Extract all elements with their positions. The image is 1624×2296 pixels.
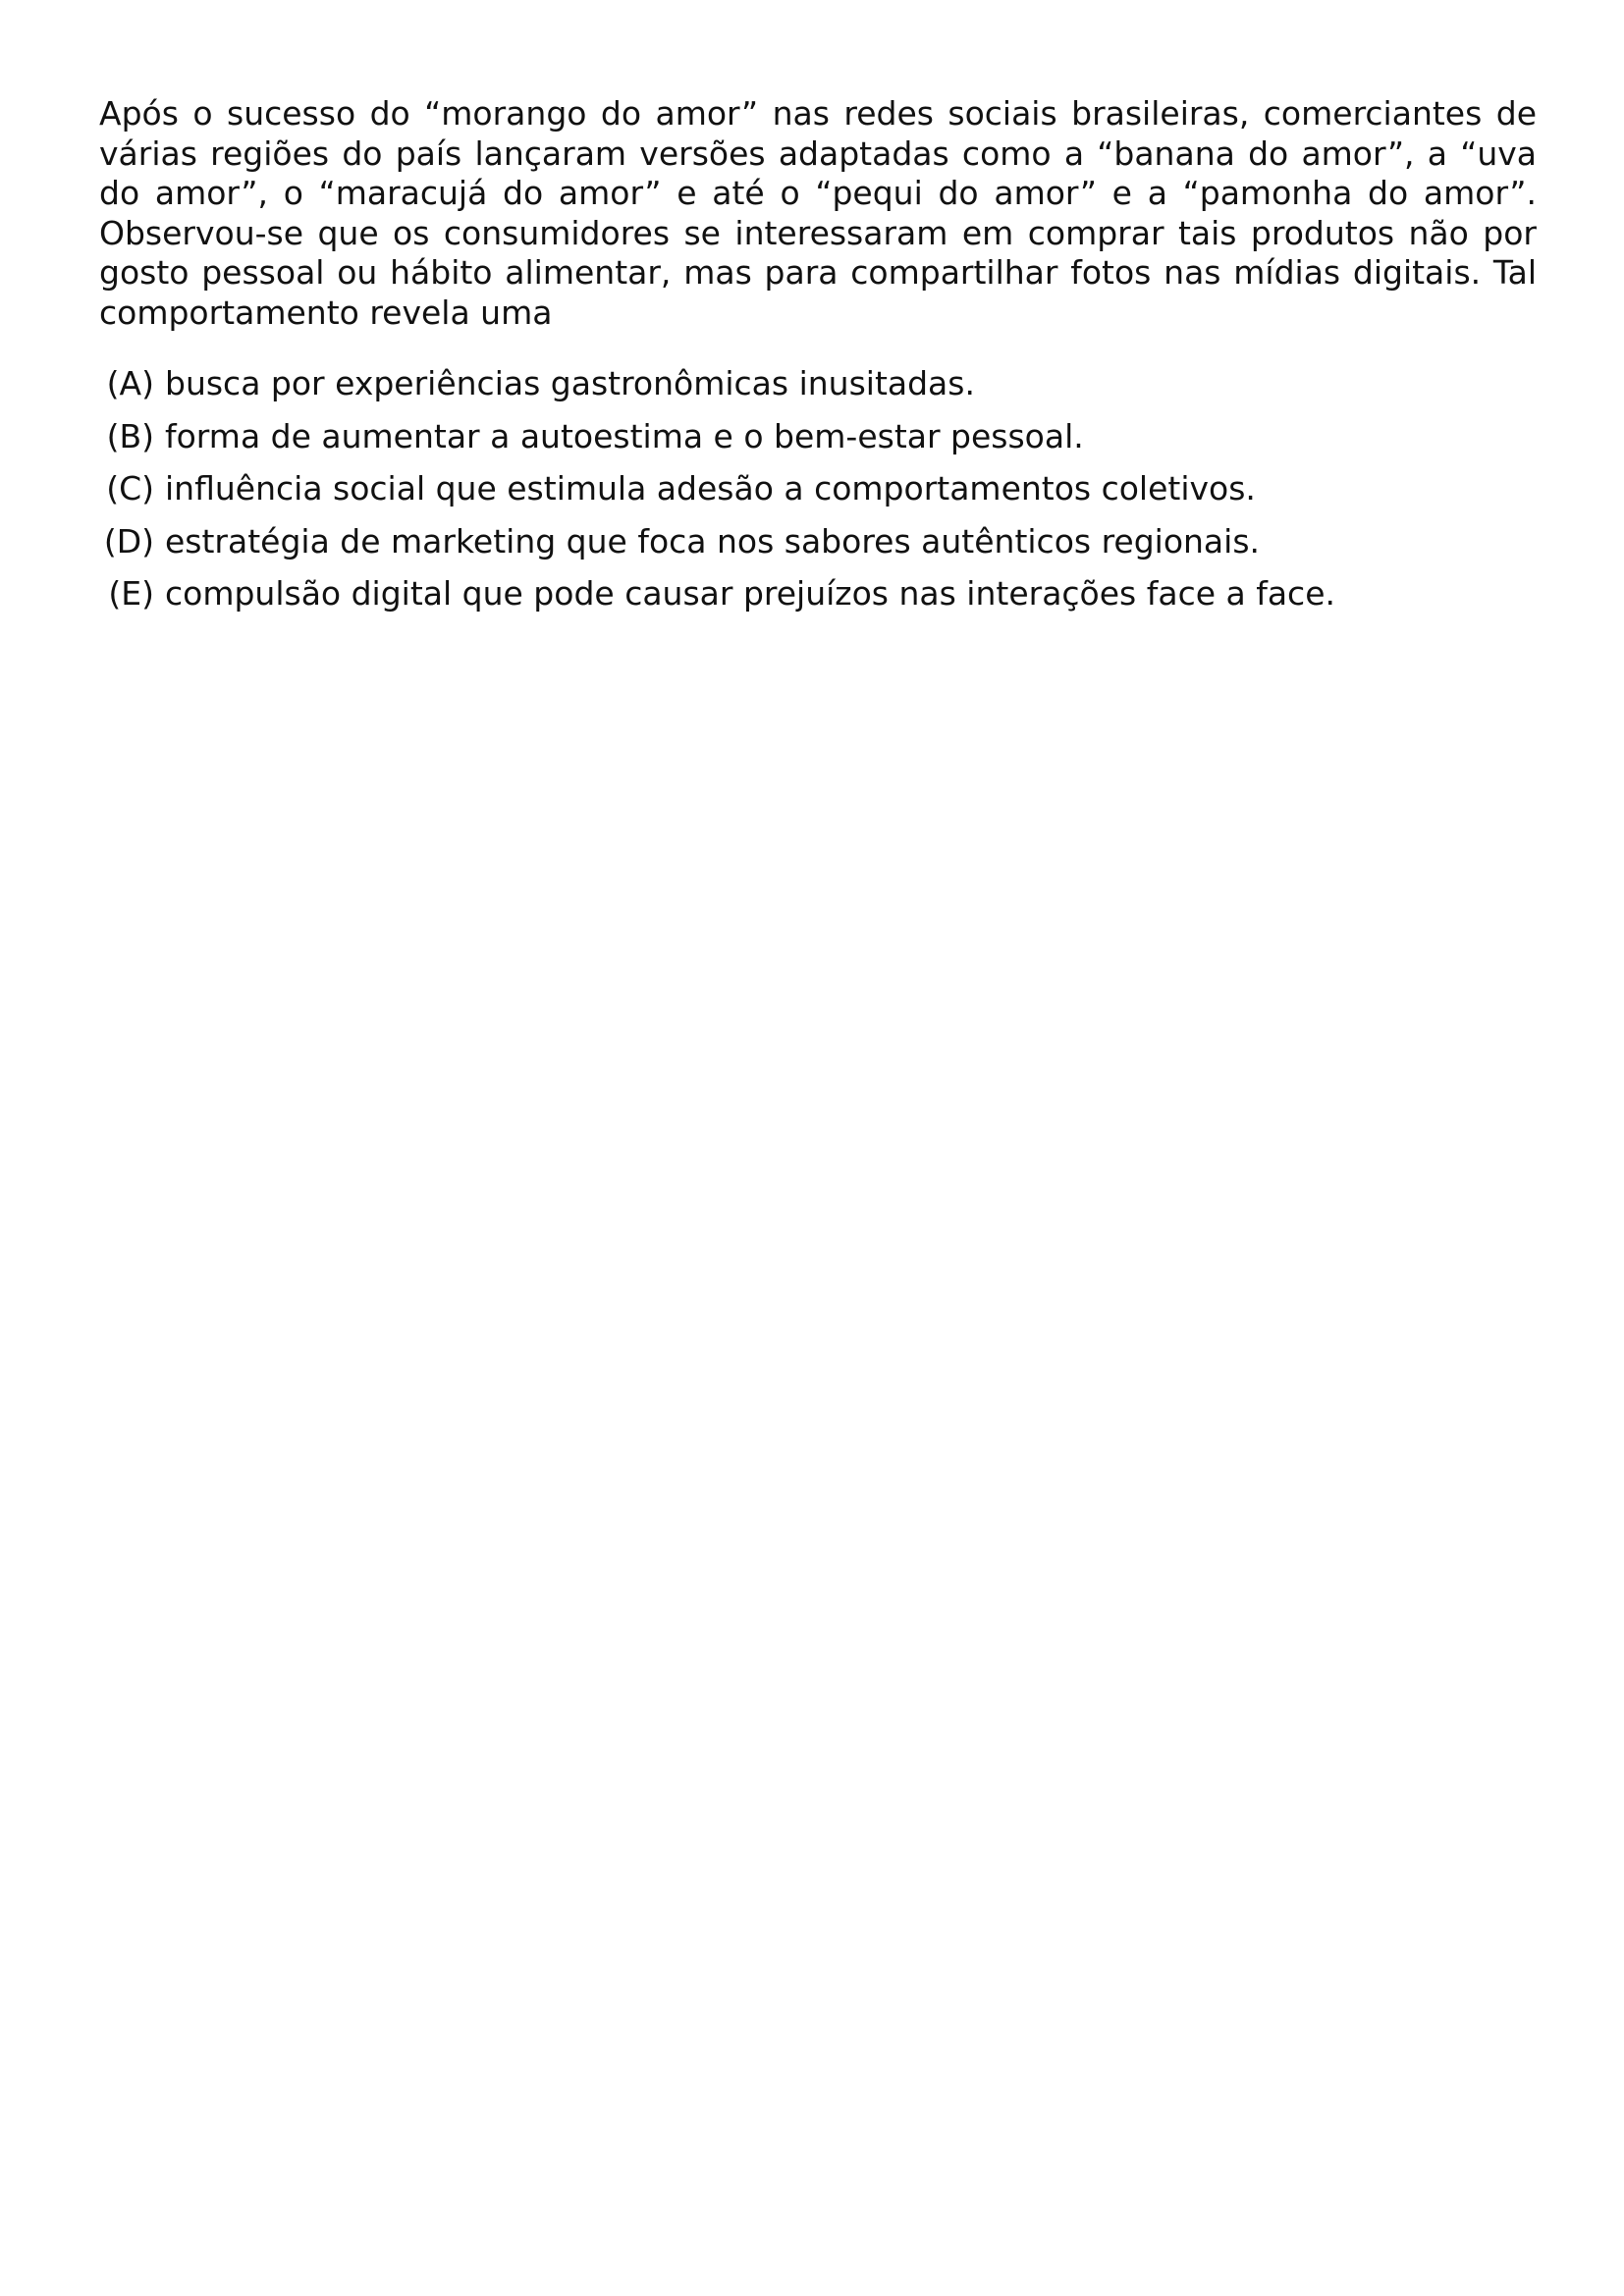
option-b [99, 417, 1537, 456]
option-letter: (B) [106, 416, 154, 455]
option-c [99, 469, 1537, 508]
option-text: compulsão digital que pode causar prejuízos nas interações face a face. [165, 574, 1335, 613]
option-text: estratégia de marketing que foca nos sabores autênticos regionais. [165, 521, 1261, 561]
option-letter: (C) [106, 469, 154, 507]
option-text: forma de aumentar a autoestima e o bem-estar pessoal. [165, 416, 1084, 455]
question-stem: Após o sucesso do “morango do amor” nas redes sociais brasileiras, comerciantes de várias regiões do país lançaram versões adaptadas como a “banana do amor”, a “uva do amor”, o “maracujá do amor” e até o “pequi do amor” e a “pamonha do amor”. Observou-se que os consumidores se interessaram em comprar tais produtos não por gosto pessoal ou hábito alimentar, mas para compartilhar fotos nas mídias digitais. Tal comportamento revela uma [99, 94, 1537, 332]
option-a [99, 364, 1537, 403]
option-d [99, 522, 1537, 561]
option-letter: (A) [106, 364, 154, 402]
question-block [99, 94, 1537, 627]
option-text: influência social que estimula adesão a comportamentos coletivos. [165, 469, 1256, 507]
option-text: busca por experiências gastronômicas inusitadas. [165, 364, 975, 402]
answer-options [99, 364, 1537, 614]
option-letter: (D) [103, 521, 154, 561]
option-letter: (E) [108, 574, 154, 613]
option-e [99, 574, 1537, 614]
